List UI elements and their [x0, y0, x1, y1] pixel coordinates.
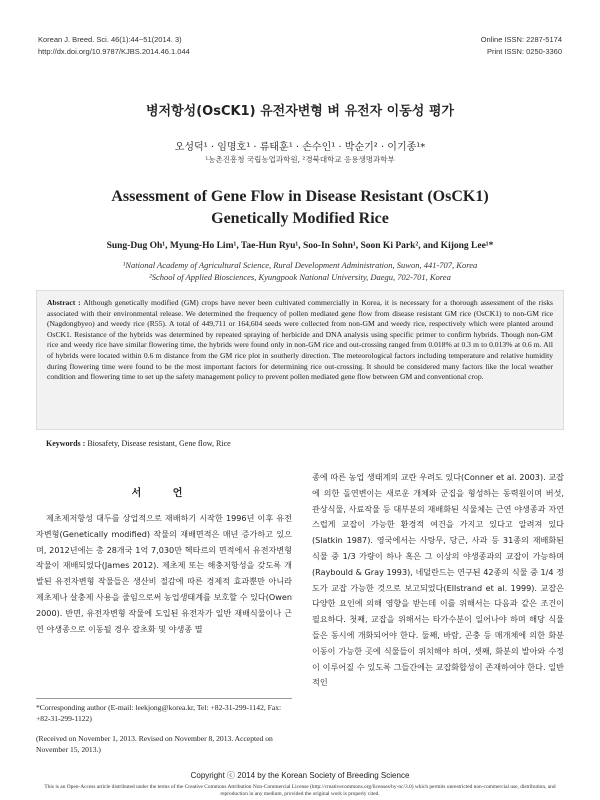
korean-affiliations: ¹농촌진흥청 국립농업과학원, ²경북대학교 응용생명과학부	[205, 155, 395, 164]
affiliation-2: ²School of Applied Biosciences, Kyungpook National University, Daegu, 702-701, Korea	[149, 272, 451, 282]
abstract	[47, 298, 553, 383]
journal-citation: Korean J. Breed. Sci. 46(1):44~51(2014. 3)	[38, 35, 182, 44]
korean-title: 병저항성(OsCK1) 유전자변형 벼 유전자 이동성 평가	[145, 104, 454, 119]
footnote-divider	[36, 698, 292, 699]
doi-link[interactable]: http://dx.doi.org/10.9787/KJBS.2014.46.1.044	[38, 47, 190, 56]
keywords	[46, 439, 556, 448]
copyright-line: Copyright ⓒ 2014 by the Korean Society of Breeding Science	[190, 771, 410, 780]
affiliation-1: ¹National Academy of Agricultural Science, Rural Development Administration, Suwon, 441-707, Korea	[122, 260, 478, 270]
journal-header-right	[481, 34, 562, 58]
keywords-text: Biosafety, Disease resistant, Gene flow, Rice	[87, 439, 231, 448]
abstract-text: Although genetically modified (GM) crops have never been cultivated commercially in Korea, it is necessary for a thorough assessment of the risks associated with their environmental release. We determined the frequency of pollen mediated gene flow from disease resistant GM rice (OsCK1) to non-GM rice (Nagdongbyeo) and weedy rice (R55). A total of 449,711 or 164,604 seeds were collected from non-GM and weedy rice, respectively which were planted around OsCK1. Resistance of the hybrids was determined by repeated spraying of herbicide and DNA analysis using specific primer to confirm hybrids. Though non-GM rice and weedy rice have similar flowering time, the hybrids were found only in non-GM rice and out-crossing ranged from 0.018% at 0.3 m to 0.013% at 0.6 m. All of hybrids were located within 0.6 m distance from the GM rice plot in southerly direction. The meteorological factors including temperature and relative humidity during flowering time were found to be the most important factors for determining rice out-crossing. It should be considered many factors like the local weather condition and flowering time to set up the safety management policy to prevent pollen mediated gene flow between GM and conventional crop.	[47, 298, 553, 382]
korean-authors: 오성덕¹ · 임명호¹ · 류태훈¹ · 손수인¹ · 박순기² · 이기종¹*	[174, 142, 426, 153]
left-column	[36, 511, 292, 637]
corresponding-author-note: *Corresponding author (E-mail: leekjong@korea.kr, Tel: +82-31-299-1142, Fax: +82-31-299-1122)	[36, 703, 282, 723]
intro-paragraph-left: 제초제저항성 대두를 상업적으로 재배하기 시작한 1996년 이후 유전자변형(Genetically modified) 작물의 재배면적은 매년 증가하고 있으며, 2012년에는 총 28개국 1억 7,030만 헥타르의 면적에서 유전자변형 작물이 재배되었다(James 2012). 제초제 또는 해충저항성을 갖도록 개발된 유전자변형 작물들은 생산비 절감에 따른 경제적 효과뿐만 아니라 제초제나 살충제 사용을 줄임으로써 농업생태계를 보호할 수 있다(Owen 2000). 반면, 유전자변형 작물에 도입된 유전자가 일반 재배식물이나 근연 야생종으로 이동될 경우 잡초화 및 야생종 멸	[36, 513, 292, 634]
english-authors: Sung-Dug Oh¹, Myung-Ho Lim¹, Tae-Hun Ryu¹, Soo-In Sohn¹, Soon Ki Park², and Kijong Lee¹*	[106, 241, 494, 251]
english-title-line-1: Assessment of Gene Flow in Disease Resistant (OsCK1)	[111, 188, 489, 205]
english-affiliations	[0, 259, 600, 283]
intro-paragraph-right: 종에 따른 농업 생태계의 교란 우려도 있다(Conner et al. 2003). 교잡에 의한 돌연변이는 새로운 개체와 군집을 형성하는 동력원이며 버섯, 관상식물, 사료작물 등 대부분의 재배화된 식물체는 근연 야생종과 자연스럽게 교잡이 가능한 환경적 여건을 가지고 있다고 알려져 있다(Slatkin 1987). 영국에서는 사탕무, 당근, 사과 등 31종의 재배화된 식물 중 1/3 가량이 하나 혹은 그 이상의 야생종과의 교잡이 가능하며(Raybould & Gray 1993), 네덜란드는 연구된 42종의 식물 중 1/4 정도가 교잡 가능한 것으로 보고되었다(Ellstrand et al. 1999). 교잡은 다양한 요인에 의해 영향을 받는데 이를 위해서는 다음과 같은 조건이 필요하다. 첫째, 교잡을 위해서는 타가수분이 일어나야 하며 해당 식물들은 동시에 개화되어야 한다. 둘째, 바람, 곤충 등 매개체에 의한 화분 이동이 가능한 곳에 식물들이 위치해야 하며, 셋째, 화분의 발아와 수정이 이루어질 수 있도록 그들간에는 교잡화합성이 존재하여야 한다. 일반적인	[312, 472, 564, 688]
print-issn: Print ISSN: 0250-3360	[486, 47, 562, 56]
right-column	[312, 470, 564, 691]
english-title-line-2: Genetically Modified Rice	[211, 210, 389, 227]
keywords-label: Keywords :	[46, 439, 86, 448]
abstract-label: Abstract :	[47, 298, 81, 307]
online-issn: Online ISSN: 2287-5174	[480, 35, 562, 44]
abstract-box	[36, 290, 564, 430]
journal-header-left	[38, 34, 190, 58]
english-title	[0, 186, 600, 230]
received-dates-note: (Received on November 1, 2013. Revised on November 8, 2013. Accepted on November 15, 2013.)	[36, 734, 273, 754]
license-text: This is an Open-Access article distributed under the terms of the Creative Commons Attribution Non-Commercial License (http://creativecommons.org/licenses/by-nc/3.0) which permits unrestricted non-commercial use, distribution, and reproduction in any medium, provided the original work is properly cited.	[44, 784, 556, 797]
section-heading-introduction: 서 언	[131, 488, 197, 499]
